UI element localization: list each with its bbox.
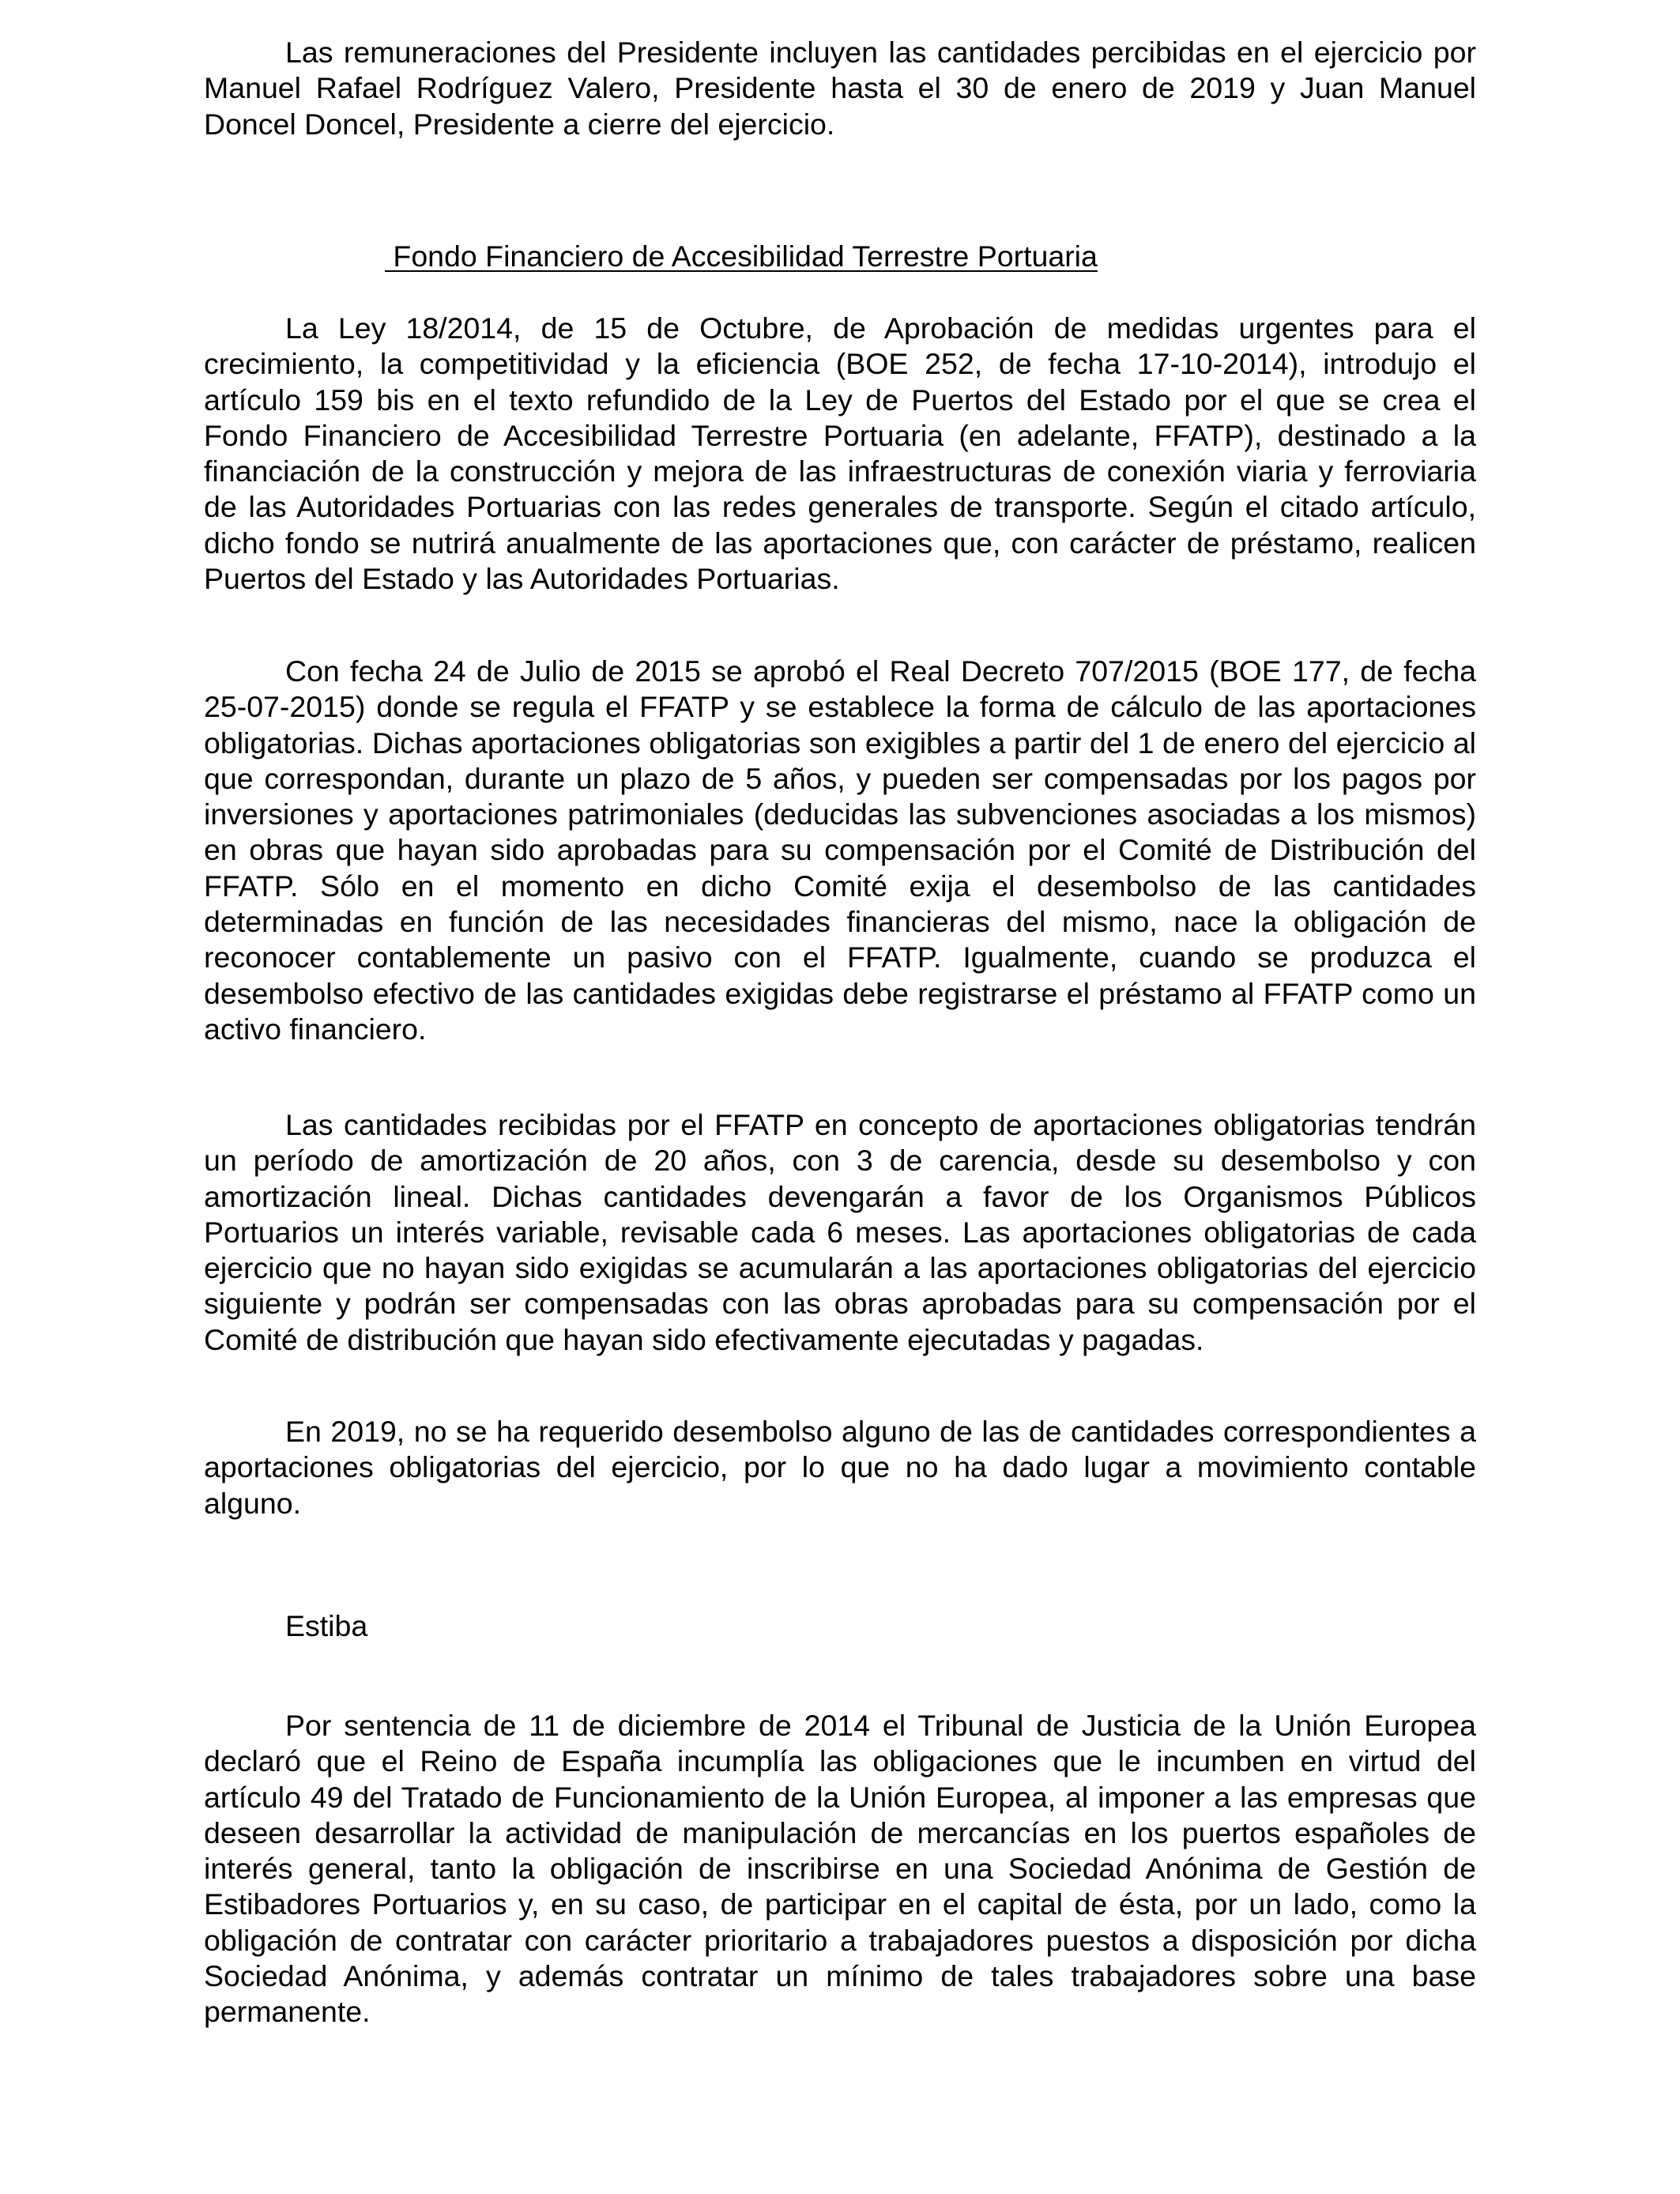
paragraph-presidente-remuneraciones: Las remuneraciones del Presidente incluyen las cantidades percibidas en el ejercicio por Manuel Rafael Rodríguez Valero, Presidente hasta el 30 de enero de 2019 y Juan Manuel Doncel Doncel, Presidente a cierre del ejercicio. [204, 36, 1476, 141]
paragraph-real-decreto-707-2015: Con fecha 24 de Julio de 2015 se aprobó el Real Decreto 707/2015 (BOE 177, de fecha 25-07-2015) donde se regula el FFATP y se establece la forma de cálculo de las aportaciones obligatorias. Dichas aportaciones obligatorias son exigibles a partir del 1 de enero del ejercicio al que correspondan, durante un plazo de 5 años, y pueden ser compensadas por los pagos por inversiones y aportaciones patrimoniales (deducidas las subvenciones asociadas a los mismos) en obras que hayan sido aprobadas para su compensación por el Comité de Distribución del FFATP. Sólo en el momento en dicho Comité exija el desembolso de las cantidades determinadas en función de las necesidades financieras del mismo, nace la obligación de reconocer contablemente un pasivo con el FFATP. Igualmente, cuando se produzca el desembolso efectivo de las cantidades exigidas debe registrarse el préstamo al FFATP como un activo financiero. [204, 654, 1476, 1046]
paragraph-sentencia-tjue: Por sentencia de 11 de diciembre de 2014 el Tribunal de Justicia de la Unión Europea declaró que el Reino de España incumplía las obligaciones que le incumben en virtud del artículo 49 del Tratado de Funcionamiento de la Unión Europea, al imponer a las empresas que deseen desarrollar la actividad de manipulación de mercancías en los puertos españoles de interés general, tanto la obligación de inscribirse en una Sociedad Anónima de Gestión de Estibadores Portuarios y, en su caso, de participar en el capital de ésta, por un lado, como la obligación de contratar con carácter prioritario a trabajadores puestos a disposición por dicha Sociedad Anónima, y además contratar un mínimo de tales trabajadores sobre una base permanente. [204, 1709, 1476, 2029]
paragraph-2019-desembolso: En 2019, no se ha requerido desembolso alguno de las de cantidades correspondientes a aportaciones obligatorias del ejercicio, por lo que no ha dado lugar a movimiento contable alguno. [204, 1415, 1476, 1520]
section-heading-estiba: Estiba [285, 1609, 368, 1642]
paragraph-cantidades-recibidas: Las cantidades recibidas por el FFATP en concepto de aportaciones obligatorias tendrán un período de amortización de 20 años, con 3 de carencia, desde su desembolso y con amortización lineal. Dichas cantidades devengarán a favor de los Organismos Públicos Portuarios un interés variable, revisable cada 6 meses. Las aportaciones obligatorias de cada ejercicio que no hayan sido exigidas se acumularán a las aportaciones obligatorias del ejercicio siguiente y podrán ser compensadas con las obras aprobadas para su compensación por el Comité de distribución que hayan sido efectivamente ejecutadas y pagadas. [204, 1108, 1476, 1356]
section-heading-ffatp: Fondo Financiero de Accesibilidad Terrestre Portuaria [385, 239, 1098, 273]
paragraph-ley-18-2014: La Ley 18/2014, de 15 de Octubre, de Aprobación de medidas urgentes para el crecimiento, la competitividad y la eficiencia (BOE 252, de fecha 17-10-2014), introdujo el artículo 159 bis en el texto refundido de la Ley de Puertos del Estado por el que se crea el Fondo Financiero de Accesibilidad Terrestre Portuaria (en adelante, FFATP), destinado a la financiación de la construcción y mejora de las infraestructuras de conexión viaria y ferroviaria de las Autoridades Portuarias con las redes generales de transporte. Según el citado artículo, dicho fondo se nutrirá anualmente de las aportaciones que, con carácter de préstamo, realicen Puertos del Estado y las Autoridades Portuarias. [204, 311, 1476, 596]
